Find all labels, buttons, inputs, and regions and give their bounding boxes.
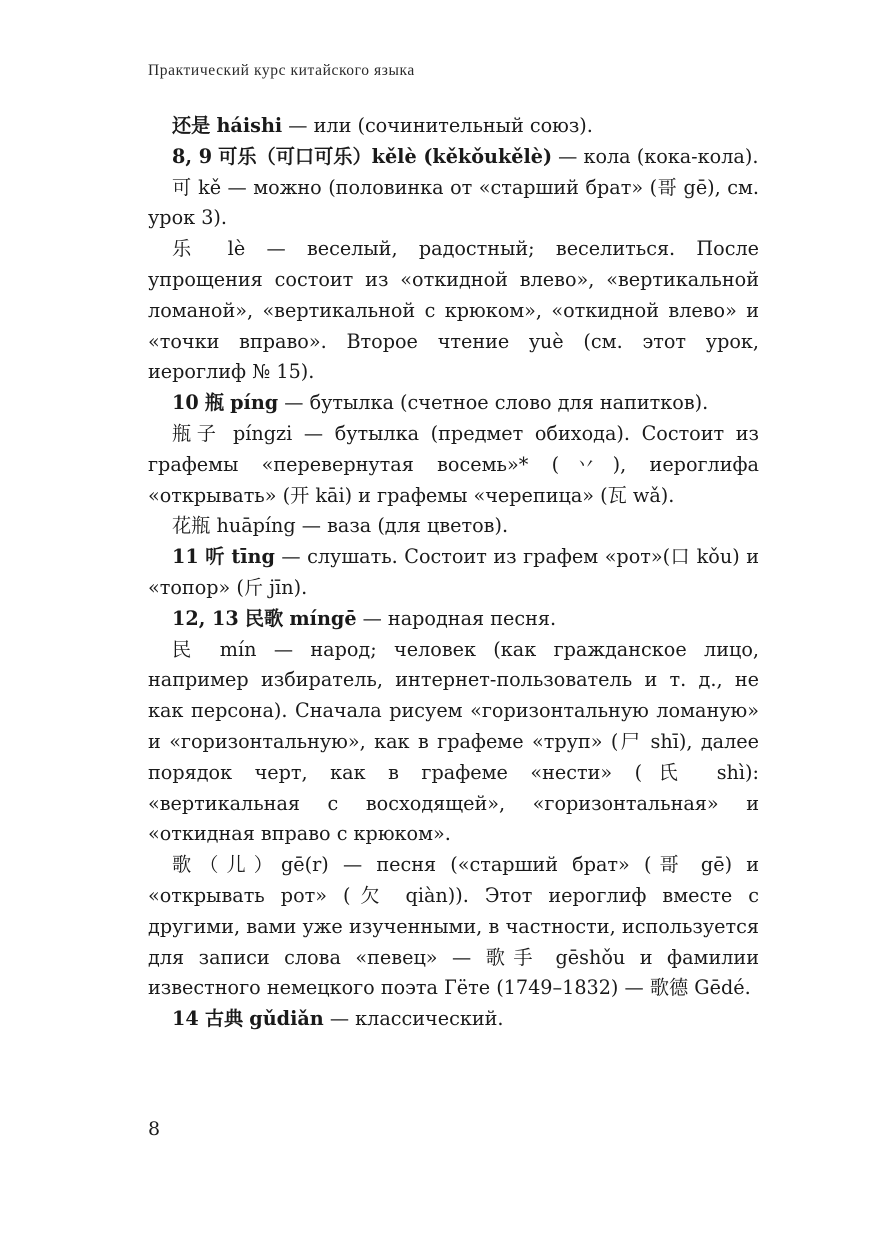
running-head: Практический курс китайского языка (148, 62, 415, 79)
paragraph-ping: 10 瓶 píng — бутылка (счетное слово для напитков). (172, 391, 709, 415)
paragraph-min: 民 mín — народ; человек (как гражданское лицо, например избиратель, интернет-пользователь и т. д., не как персона). Сначала рисуем «горизонтальную ломаную» и «горизонтальную», как в графеме «труп» (尸 shī), далее порядок черт, как в графеме «нести» (氏 shì): «вертикальная с восходящей», «горизонтальная» и «откидная вправо с крюком». (148, 637, 760, 846)
paragraph-ge: 歌（儿）gē(r) — песня («старший брат» (哥 gē) и «открывать рот» (欠 qiàn)). Этот иероглиф вместе с другими, вами уже изученными, в частности, используется для записи слова «певец» — 歌手 gēshǒu и фамилии известного немецкого поэта Гёте (1749–1832) — 歌德 Gēdé. (148, 853, 760, 1000)
paragraph-pingzi: 瓶子 píngzi — бутылка (предмет обихода). Состоит из графемы «перевернутая восемь»* (丷), иероглифа «открывать» (开 kāi) и графемы «черепица» (瓦 wǎ). (148, 421, 760, 507)
paragraph-huaping: 花瓶 huāpíng — ваза (для цветов). (172, 514, 509, 538)
paragraph-ting: 11 听 tīng — слушать. Состоит из графем «рот»(口 kǒu) и «топор» (斤 jīn). (148, 545, 759, 599)
body-text (148, 111, 759, 1035)
paragraph-gudian: 14 古典 gǔdiǎn — классический. (172, 1007, 504, 1031)
paragraph-haishi: 还是 háishi — или (сочинительный союз). (172, 114, 593, 137)
paragraph-kele: 8, 9 可乐（可口可乐）kělè (kěkǒukělè) — кола (кока-кола). (172, 144, 759, 168)
paragraph-minge: 12, 13 民歌 míngē — народная песня. (172, 606, 557, 630)
paragraph-ke: 可 kě — можно (половинка от «старший брат» (哥 gē), см. урок 3). (148, 175, 760, 230)
page-number: 8 (148, 1118, 161, 1140)
paragraph-le: 乐 lè — веселый, радостный; веселиться. После упрощения состоит из «откидной влево», «вертикальной ломаной», «вертикальной с крюком», «откидной влево» и «точки вправо». Второе чтение yuè (см. этот урок, иероглиф № 15). (148, 237, 760, 384)
